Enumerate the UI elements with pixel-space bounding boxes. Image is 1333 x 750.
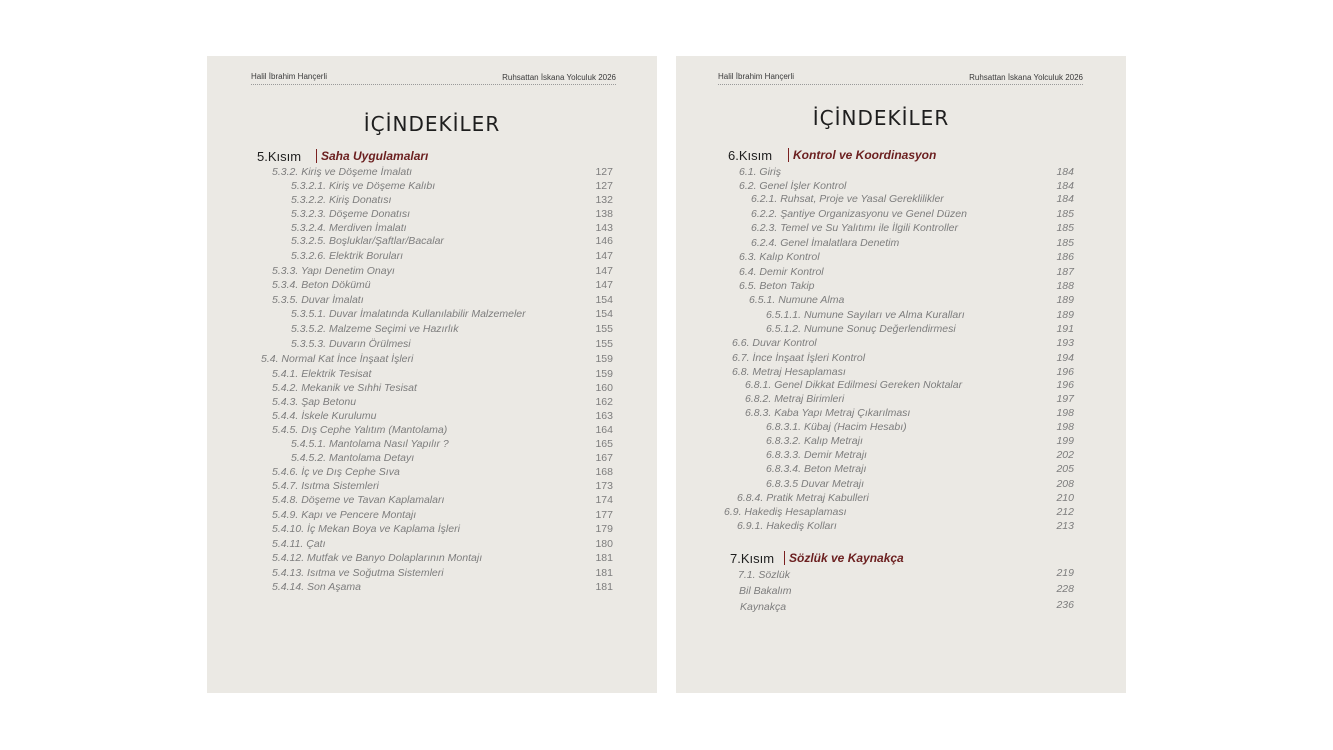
toc-page-number: 202 — [1056, 449, 1074, 461]
part-label: 5.Kısım — [257, 149, 302, 164]
toc-page-number: 228 — [1056, 583, 1074, 595]
toc-page-number: 184 — [1056, 180, 1074, 192]
toc-entry[interactable]: 5.4.10. İç Mekan Boya ve Kaplama İşleri — [272, 523, 460, 535]
toc-page-number: 189 — [1056, 294, 1074, 306]
toc-entry[interactable]: 5.4. Normal Kat İnce İnşaat İşleri — [261, 353, 414, 365]
toc-page-number: 164 — [595, 424, 613, 436]
book-title: Ruhsattan İskana Yolculuk 2026 — [502, 73, 616, 82]
toc-entry[interactable]: 5.4.3. Şap Betonu — [272, 396, 357, 408]
toc-page-number: 187 — [1056, 266, 1074, 278]
toc-page-number: 167 — [595, 452, 613, 464]
author-name: Halil İbrahim Hançerli — [251, 72, 328, 81]
toc-page-number: 185 — [1056, 237, 1074, 249]
toc-page-number: 177 — [595, 509, 613, 521]
toc-page-number: 194 — [1056, 352, 1074, 364]
toc-entry[interactable]: 6.8.4. Pratik Metraj Kabulleri — [737, 492, 869, 504]
toc-entry[interactable]: 5.4.5.2. Mantolama Detayı — [291, 452, 415, 464]
toc-entry[interactable]: Kaynakça — [740, 601, 787, 613]
toc-entry[interactable]: 5.4.13. Isıtma ve Soğutma Sistemleri — [272, 567, 444, 579]
toc-list — [207, 56, 657, 693]
toc-page-number: 197 — [1056, 393, 1074, 405]
toc-page-number: 181 — [595, 567, 613, 579]
toc-entry[interactable]: 6.8.3.3. Demir Metrajı — [766, 449, 867, 461]
part-label: 6.Kısım — [728, 148, 773, 163]
toc-entry[interactable]: 5.4.5. Dış Cephe Yalıtım (Mantolama) — [272, 424, 448, 436]
toc-page-number: 163 — [595, 410, 613, 422]
toc-entry[interactable]: 6.5. Beton Takip — [739, 280, 815, 292]
book-title: Ruhsattan İskana Yolculuk 2026 — [969, 73, 1083, 82]
toc-entry[interactable]: 6.8.3. Kaba Yapı Metraj Çıkarılması — [745, 407, 911, 419]
toc-entry[interactable]: 5.3.2.6. Elektrik Boruları — [291, 250, 404, 262]
toc-entry[interactable]: 6.2.3. Temel ve Su Yalıtımı ile İlgili Kontroller — [751, 222, 958, 234]
toc-entry[interactable]: 5.4.6. İç ve Dış Cephe Sıva — [272, 466, 400, 478]
toc-entry[interactable]: 6.4. Demir Kontrol — [739, 266, 824, 278]
toc-entry[interactable]: 6.3. Kalıp Kontrol — [739, 251, 820, 263]
toc-page-number: 181 — [595, 581, 613, 593]
toc-page-number: 132 — [595, 194, 613, 206]
author-name: Halil İbrahim Hançerli — [718, 72, 795, 81]
toc-entry[interactable]: 5.4.12. Mutfak ve Banyo Dolaplarının Montajı — [272, 552, 483, 564]
toc-entry[interactable]: 6.8.3.1. Kübaj (Hacim Hesabı) — [766, 421, 907, 433]
toc-entry[interactable]: 6.2.2. Şantiye Organizasyonu ve Genel Düzen — [751, 208, 967, 220]
toc-page-number: 180 — [595, 538, 613, 550]
toc-entry[interactable]: 5.3.5. Duvar İmalatı — [272, 294, 364, 306]
toc-page-number: 236 — [1056, 599, 1074, 611]
toc-entry[interactable]: 6.9. Hakediş Hesaplaması — [724, 506, 847, 518]
toc-entry[interactable]: 6.5.1. Numune Alma — [749, 294, 845, 306]
toc-entry[interactable]: 5.3.2.5. Boşluklar/Şaftlar/Bacalar — [291, 235, 444, 247]
part-name: Sözlük ve Kaynakça — [789, 551, 904, 565]
toc-entry[interactable]: 5.3.2.1. Kiriş ve Döşeme Kalıbı — [291, 180, 436, 192]
toc-entry[interactable]: 5.3.5.1. Duvar İmalatında Kullanılabilir Malzemeler — [291, 308, 526, 320]
toc-page-number: 213 — [1056, 520, 1074, 532]
toc-page-number: 138 — [595, 208, 613, 220]
toc-entry[interactable]: 5.4.8. Döşeme ve Tavan Kaplamaları — [272, 494, 445, 506]
toc-entry[interactable]: 6.2.4. Genel İmalatlara Denetim — [751, 237, 900, 249]
toc-page-number: 154 — [595, 308, 613, 320]
toc-page-number: 154 — [595, 294, 613, 306]
toc-page-number: 159 — [595, 368, 613, 380]
toc-entry[interactable]: 6.8.3.5 Duvar Metrajı — [766, 478, 865, 490]
toc-page-number: 143 — [595, 222, 613, 234]
toc-entry[interactable]: 5.4.11. Çatı — [272, 538, 326, 550]
toc-entry[interactable]: 6.1. Giriş — [739, 166, 782, 178]
toc-entry[interactable]: 6.5.1.1. Numune Sayıları ve Alma Kuralları — [766, 309, 965, 321]
toc-entry[interactable]: 6.5.1.2. Numune Sonuç Değerlendirmesi — [766, 323, 956, 335]
toc-entry[interactable]: 6.8. Metraj Hesaplaması — [732, 366, 846, 378]
toc-entry[interactable]: 6.8.2. Metraj Birimleri — [745, 393, 845, 405]
toc-page-number: 165 — [595, 438, 613, 450]
toc-entry[interactable]: 6.9.1. Hakediş Kolları — [737, 520, 837, 532]
toc-page-number: 198 — [1056, 421, 1074, 433]
toc-entry[interactable]: 5.3.4. Beton Dökümü — [272, 279, 371, 291]
toc-entry[interactable]: 6.2.1. Ruhsat, Proje ve Yasal Gereklilikler — [751, 193, 944, 205]
toc-page-number: 184 — [1056, 166, 1074, 178]
toc-page-number: 155 — [595, 323, 613, 335]
toc-entry[interactable]: 5.4.5.1. Mantolama Nasıl Yapılır ? — [291, 438, 449, 450]
toc-page-number: 191 — [1056, 323, 1074, 335]
toc-page-number: 174 — [595, 494, 613, 506]
toc-title: İÇİNDEKİLER — [812, 106, 950, 130]
toc-page-number: 219 — [1056, 567, 1074, 579]
toc-page-number: 210 — [1056, 492, 1074, 504]
toc-page-number: 196 — [1056, 379, 1074, 391]
toc-entry[interactable]: 5.3.5.3. Duvarın Örülmesi — [291, 338, 411, 350]
toc-entry[interactable]: 6.2. Genel İşler Kontrol — [739, 180, 847, 192]
toc-page-number: 184 — [1056, 193, 1074, 205]
toc-page-number: 173 — [595, 480, 613, 492]
toc-page-number: 146 — [595, 235, 613, 247]
toc-entry[interactable]: 5.3.2.4. Merdiven İmalatı — [291, 222, 407, 234]
toc-entry[interactable]: 5.4.14. Son Aşama — [272, 581, 361, 593]
toc-page-number: 188 — [1056, 280, 1074, 292]
part-name: Saha Uygulamaları — [321, 149, 429, 163]
toc-entry[interactable]: 6.6. Duvar Kontrol — [732, 337, 817, 349]
toc-page-number: 159 — [595, 353, 613, 365]
toc-entry[interactable]: 5.4.4. İskele Kurulumu — [272, 410, 377, 422]
toc-page-number: 186 — [1056, 251, 1074, 263]
toc-entry[interactable]: 5.3.2.2. Kiriş Donatısı — [291, 194, 392, 206]
toc-page-number: 127 — [595, 180, 613, 192]
toc-page-number: 185 — [1056, 208, 1074, 220]
toc-page-number: 212 — [1056, 506, 1074, 518]
toc-page-number: 199 — [1056, 435, 1074, 447]
toc-page-number: 162 — [595, 396, 613, 408]
toc-entry[interactable]: 5.4.2. Mekanik ve Sıhhi Tesisat — [272, 382, 417, 394]
toc-page-number: 147 — [595, 250, 613, 262]
toc-entry[interactable]: 6.7. İnce İnşaat İşleri Kontrol — [732, 352, 866, 364]
toc-page-number: 181 — [595, 552, 613, 564]
toc-entry[interactable]: 5.3.2. Kiriş ve Döşeme İmalatı — [272, 166, 413, 178]
toc-entry[interactable]: 7.1. Sözlük — [738, 569, 790, 581]
toc-entry[interactable]: 5.3.2.3. Döşeme Donatısı — [291, 208, 411, 220]
toc-entry[interactable]: 5.4.7. Isıtma Sistemleri — [272, 480, 379, 492]
toc-entry[interactable]: 5.4.1. Elektrik Tesisat — [272, 368, 372, 380]
toc-page-number: 189 — [1056, 309, 1074, 321]
toc-page-number: 185 — [1056, 222, 1074, 234]
toc-page-number: 193 — [1056, 337, 1074, 349]
toc-page-number: 168 — [595, 466, 613, 478]
toc-entry[interactable]: 5.4.9. Kapı ve Pencere Montajı — [272, 509, 417, 521]
toc-page-number: 205 — [1056, 463, 1074, 475]
toc-page-number: 147 — [595, 279, 613, 291]
toc-title: İÇİNDEKİLER — [363, 112, 501, 136]
toc-page-number: 155 — [595, 338, 613, 350]
toc-entry[interactable]: Bil Bakalım — [739, 585, 792, 597]
part-label: 7.Kısım — [730, 551, 775, 566]
toc-entry[interactable]: 5.3.5.2. Malzeme Seçimi ve Hazırlık — [291, 323, 459, 335]
toc-page-number: 208 — [1056, 478, 1074, 490]
part-name: Kontrol ve Koordinasyon — [793, 148, 937, 162]
toc-entry[interactable]: 6.8.3.2. Kalıp Metrajı — [766, 435, 863, 447]
toc-page-number: 196 — [1056, 366, 1074, 378]
toc-page-number: 147 — [595, 265, 613, 277]
toc-page-number: 198 — [1056, 407, 1074, 419]
toc-entry[interactable]: 6.8.3.4. Beton Metrajı — [766, 463, 867, 475]
toc-entry[interactable]: 6.8.1. Genel Dikkat Edilmesi Gereken Noktalar — [745, 379, 963, 391]
toc-page-left — [207, 56, 657, 693]
toc-list — [676, 56, 1126, 693]
toc-page-number: 179 — [595, 523, 613, 535]
toc-entry[interactable]: 5.3.3. Yapı Denetim Onayı — [272, 265, 395, 277]
toc-page-number: 127 — [595, 166, 613, 178]
toc-page-number: 160 — [595, 382, 613, 394]
toc-page-right — [676, 56, 1126, 693]
